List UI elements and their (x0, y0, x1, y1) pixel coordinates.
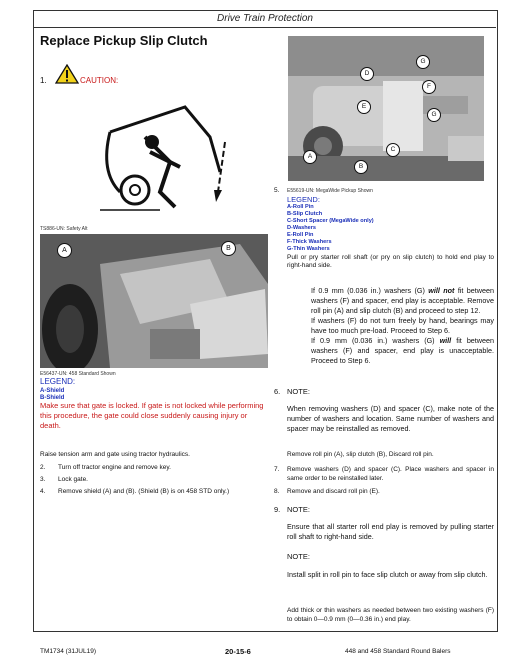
callout-f: F (422, 80, 436, 94)
caution-label: CAUTION: (80, 76, 119, 85)
endplay-paragraph (311, 286, 494, 366)
callout-a: A (303, 150, 317, 164)
callout-c: C (386, 143, 400, 157)
figure-1-caption: TS886-UN: Safety Alt (40, 226, 88, 232)
figure-2-caption: E56437-UN: 458 Standard Shown (40, 371, 116, 377)
step-7-number: 7. (274, 466, 280, 473)
step-8-text: Remove and discard roll pin (E). (287, 488, 380, 495)
callout-a: A (57, 243, 72, 258)
legend-right-item: D-Washers (287, 225, 317, 231)
step-5-text: Pull or pry starter roll shaft (or pry on slip clutch) to hold end play to right-hand side. (287, 254, 494, 269)
legend-right-item: F-Thick Washers (287, 239, 332, 245)
step-remove-pin-text: Remove roll pin (A), slip clutch (B), Discard roll pin. (287, 451, 434, 458)
legend-right-item: A-Roll Pin (287, 204, 314, 210)
note-2-text: Install split in roll pin to face slip clutch or away from slip clutch. (287, 570, 488, 579)
step-3-text: Lock gate. (58, 476, 88, 483)
shield-photo (40, 234, 268, 368)
step-1-number: 1. (40, 76, 47, 85)
footer-product: 448 and 458 Standard Round Balers (345, 648, 451, 655)
legend-right-heading: LEGEND: (287, 195, 320, 204)
step-9-note-text: Ensure that all starter roll end play is removed by pulling starter roll shaft to right-hand side. (287, 522, 494, 541)
step-3-number: 3. (40, 476, 46, 483)
note-2-label: NOTE: (287, 552, 310, 561)
step-9-number: 9. (274, 505, 281, 514)
endplay-p3-a: If 0.9 mm (0.036 in.) washers (G) (311, 336, 440, 345)
step-4-text: Remove shield (A) and (B). (Shield (B) is on 458 STD only.) (58, 488, 230, 495)
step-8-number: 8. (274, 488, 280, 495)
step-raise-text: Raise tension arm and gate using tractor hydraulics. (40, 451, 190, 458)
header-divider (34, 27, 496, 28)
page-header: Drive Train Protection (217, 13, 313, 24)
endplay-p3-emphasis: will (439, 336, 452, 345)
endplay-p2: If washers (F) do not turn freely by hand, bearings may have too much pre-load. Proceed to Step 6. (311, 316, 494, 335)
safety-illustration (90, 92, 240, 217)
warning-text: Make sure that gate is locked. If gate is not locked while performing this procedure, the gate could close suddenly causing injury or death. (40, 401, 264, 430)
step-2-number: 2. (40, 464, 46, 471)
step-6-note-label: NOTE: (287, 387, 310, 396)
slip-clutch-photo (288, 36, 484, 181)
legend-right-item: G-Thin Washers (287, 246, 330, 252)
endplay-p1-a: If 0.9 mm (0.036 in.) washers (G) (311, 286, 429, 295)
legend-right-item: E-Roll Pin (287, 232, 314, 238)
endplay-p3-b: fit between washers (F) and spacer, end play is unacceptable. Proceed to Step 6. (311, 336, 494, 365)
endplay-p1-b: fit between washers (F) and spacer, end play is acceptable. Remove roll pin (A) and slip clutch (B) and proceed to step 12. (311, 286, 494, 315)
step-5-number: 5. (274, 187, 280, 194)
callout-d: D (360, 67, 374, 81)
legend-left-heading: LEGEND: (40, 377, 76, 386)
step-7-text: Remove washers (D) and spacer (C). Place washers and spacer in same order to be reinstalled later. (287, 466, 494, 482)
callout-g: G (427, 108, 441, 122)
footer-page-number: 20-15-6 (225, 647, 251, 656)
legend-right-item: C-Short Spacer (MegaWide only) (287, 218, 374, 224)
legend-left-item: B-Shield (40, 395, 65, 401)
legend-left-item: A-Shield (40, 388, 65, 394)
callout-b: B (221, 241, 236, 256)
caution-triangle-icon (55, 64, 79, 84)
step-2-text: Turn off tractor engine and remove key. (58, 464, 171, 471)
callout-b: B (354, 160, 368, 174)
figure-3-caption: E55619-UN: MegaWide Pickup Shown (287, 188, 373, 194)
footer-doc-id: TM1734 (31JUL19) (40, 648, 96, 655)
step-4-number: 4. (40, 488, 46, 495)
callout-e: E (357, 100, 371, 114)
step-6-note-text: When removing washers (D) and spacer (C), make note of the number of washers and location. Same number of washers and spacer may be reinstalled as removed. (287, 404, 494, 433)
step-9-note-label: NOTE: (287, 505, 310, 514)
endplay-p1-emphasis: will not (428, 286, 455, 295)
step-6-number: 6. (274, 387, 281, 396)
callout-g: G (416, 55, 430, 69)
page-title: Replace Pickup Slip Clutch (40, 33, 208, 48)
final-step-text: Add thick or thin washers as needed between two existing washers (F) to obtain 0—0.9 mm (0—0.36 in.) end play. (287, 607, 494, 623)
legend-right-item: B-Slip Clutch (287, 211, 323, 217)
